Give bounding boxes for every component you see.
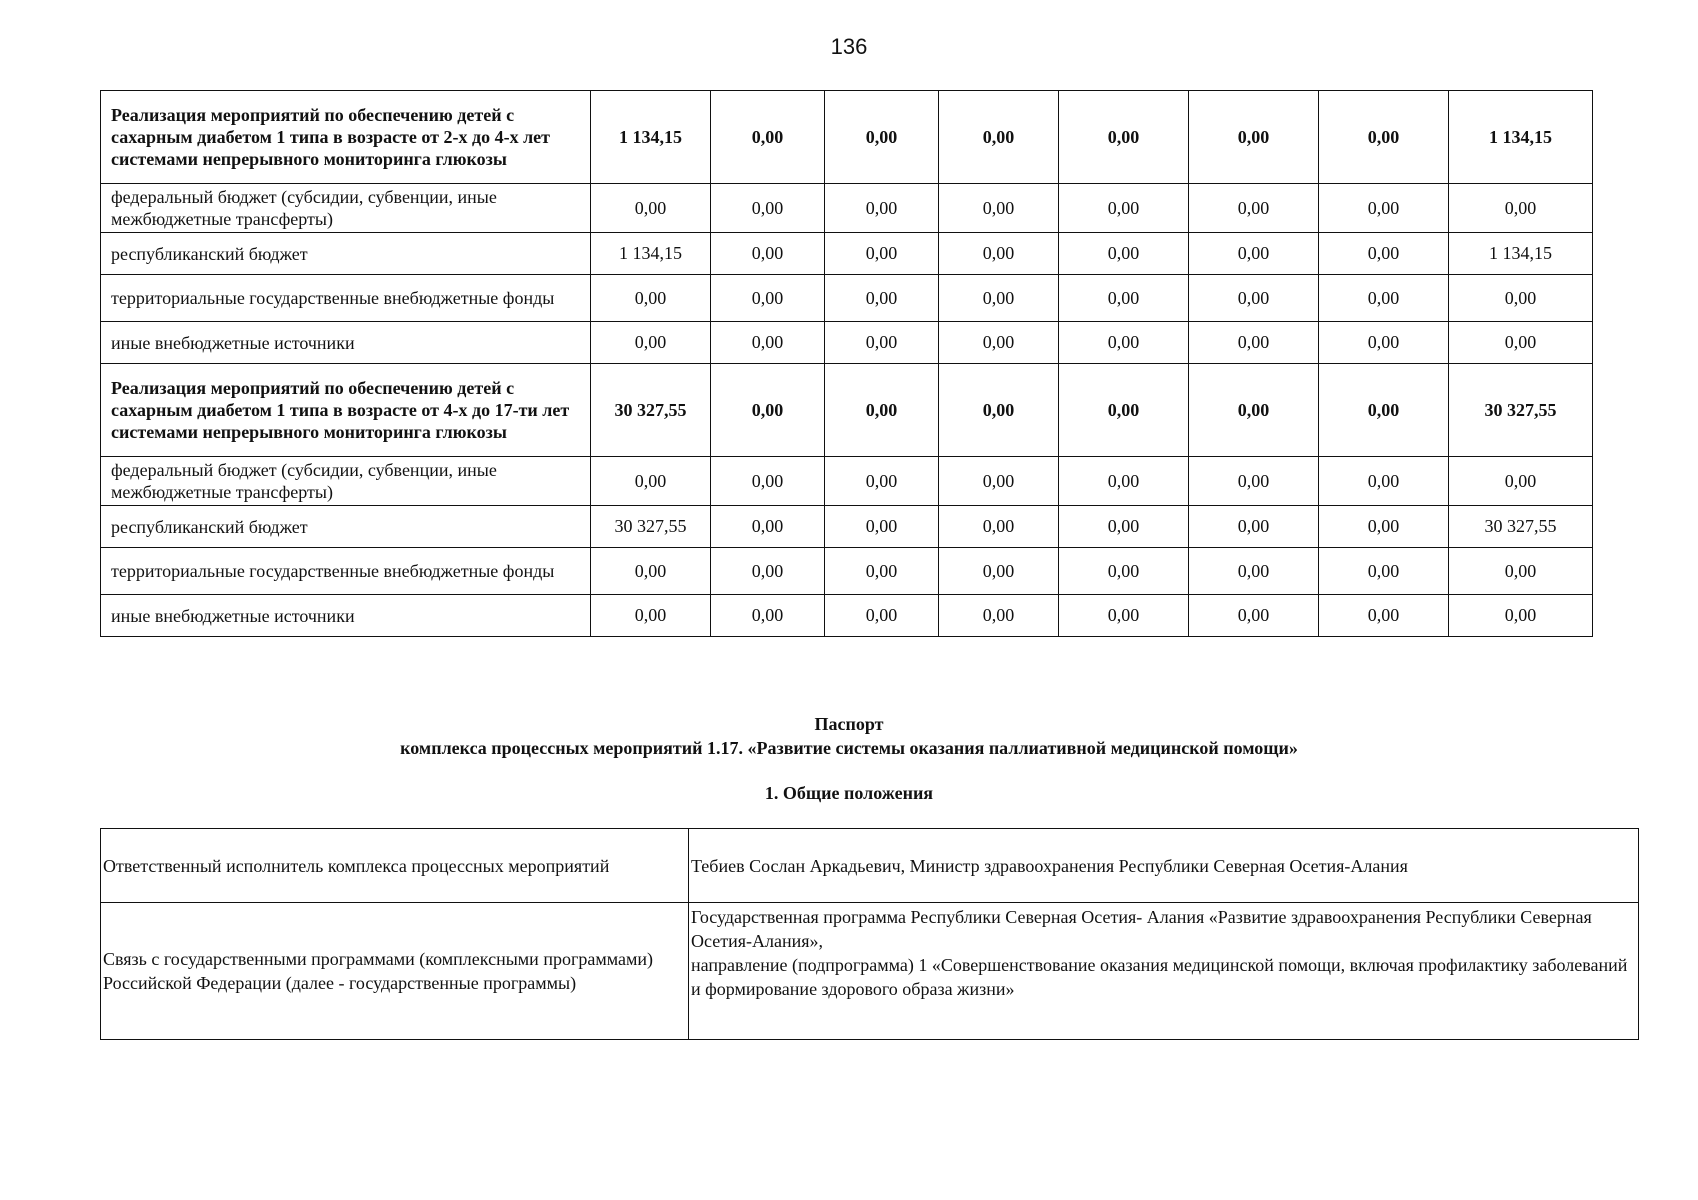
value-cell: 0,00: [711, 506, 825, 548]
table-row: [101, 829, 1639, 903]
value-cell: 30 327,55: [591, 506, 711, 548]
state-program-text: Государственная программа Республики Северная Осетия- Алания «Развитие здравоохранения Республики Северная Осетия-Алания»,: [691, 907, 1592, 951]
value-cell: 0,00: [1189, 184, 1319, 233]
row-label: федеральный бюджет (субсидии, субвенции, иные межбюджетные трансферты): [101, 184, 591, 233]
passport-title: Паспорт: [814, 714, 884, 734]
value-cell: 0,00: [1059, 364, 1189, 457]
value-cell: 0,00: [939, 506, 1059, 548]
value-cell: 0,00: [825, 233, 939, 275]
value-cell: 30 327,55: [591, 364, 711, 457]
value-cell: 0,00: [1059, 322, 1189, 364]
value-cell: 0,00: [1189, 548, 1319, 595]
value-cell: 0,00: [1189, 457, 1319, 506]
value-cell: 0,00: [711, 548, 825, 595]
value-cell: 0,00: [1319, 184, 1449, 233]
value-cell: 0,00: [1189, 506, 1319, 548]
value-cell: 0,00: [711, 364, 825, 457]
value-cell: 0,00: [939, 457, 1059, 506]
funding-source-row: [101, 233, 1593, 275]
value-cell: 0,00: [1319, 233, 1449, 275]
row-label: федеральный бюджет (субсидии, субвенции, иные межбюджетные трансферты): [101, 457, 591, 506]
value-cell: 0,00: [591, 275, 711, 322]
value-cell: 0,00: [825, 548, 939, 595]
funding-source-row: [101, 548, 1593, 595]
value-cell: 0,00: [591, 184, 711, 233]
value-cell: 0,00: [1319, 322, 1449, 364]
value-cell: 0,00: [591, 457, 711, 506]
value-cell: 0,00: [1059, 506, 1189, 548]
funding-source-row: [101, 184, 1593, 233]
value-cell: 0,00: [1189, 275, 1319, 322]
value-cell: 0,00: [825, 322, 939, 364]
value-cell: 0,00: [939, 322, 1059, 364]
value-cell: 0,00: [825, 595, 939, 637]
value-cell: 0,00: [1189, 91, 1319, 184]
value-cell: 1 134,15: [591, 91, 711, 184]
value-cell: 1 134,15: [1449, 233, 1593, 275]
value-cell: 0,00: [1059, 457, 1189, 506]
row-label: Реализация мероприятий по обеспечению детей с сахарным диабетом 1 типа в возрасте от 4-х до 17-ти лет системами непрерывного мониторинга глюкозы: [101, 364, 591, 457]
value-cell: 1 134,15: [591, 233, 711, 275]
row-label: Реализация мероприятий по обеспечению детей с сахарным диабетом 1 типа в возрасте от 2-х до 4-х лет системами непрерывного мониторинга глюкозы: [101, 91, 591, 184]
row-label: иные внебюджетные источники: [101, 322, 591, 364]
funding-table-body: [101, 91, 1593, 637]
value-cell: 30 327,55: [1449, 364, 1593, 457]
value-cell: 0,00: [939, 548, 1059, 595]
value-cell: 0,00: [711, 233, 825, 275]
table-row: [101, 903, 1639, 1040]
value-cell: 0,00: [825, 275, 939, 322]
subprogram-text: направление (подпрограмма) 1 «Совершенствование оказания медицинской помощи, включая профилактику заболеваний и формирование здорового образа жизни»: [691, 955, 1628, 999]
row-label: республиканский бюджет: [101, 506, 591, 548]
value-cell: 0,00: [1189, 322, 1319, 364]
value-cell: 0,00: [1449, 322, 1593, 364]
passport-subtitle: комплекса процессных мероприятий 1.17. «Развитие системы оказания паллиативной медицинской помощи»: [400, 738, 1298, 758]
value-cell: 0,00: [1319, 275, 1449, 322]
value-cell: 0,00: [1449, 457, 1593, 506]
value-cell: 0,00: [711, 91, 825, 184]
row-label: республиканский бюджет: [101, 233, 591, 275]
value-cell: 0,00: [1319, 91, 1449, 184]
value-cell: 0,00: [825, 457, 939, 506]
value-cell: 0,00: [1189, 364, 1319, 457]
activity-row: [101, 364, 1593, 457]
value-cell: 0,00: [1059, 275, 1189, 322]
value-cell: 0,00: [1449, 595, 1593, 637]
value-cell: 0,00: [825, 184, 939, 233]
value-cell: 0,00: [939, 91, 1059, 184]
value-cell: 0,00: [825, 506, 939, 548]
value-cell: 0,00: [1449, 184, 1593, 233]
value-cell: 0,00: [1059, 184, 1189, 233]
value-cell: 0,00: [939, 364, 1059, 457]
value-cell: 0,00: [1449, 275, 1593, 322]
value-cell: 0,00: [825, 364, 939, 457]
value-cell: 0,00: [711, 457, 825, 506]
value-cell: 0,00: [1059, 595, 1189, 637]
value-cell: 0,00: [939, 184, 1059, 233]
value-cell: 0,00: [1059, 91, 1189, 184]
value-cell: 0,00: [711, 184, 825, 233]
value-cell: 0,00: [1319, 595, 1449, 637]
value-cell: 0,00: [1059, 548, 1189, 595]
value-cell: 30 327,55: [1449, 506, 1593, 548]
row-label: территориальные государственные внебюджетные фонды: [101, 275, 591, 322]
value-cell: 0,00: [1449, 548, 1593, 595]
value-cell: 1 134,15: [1449, 91, 1593, 184]
responsible-executor-value: Тебиев Сослан Аркадьевич, Министр здравоохранения Республики Северная Осетия-Алания: [689, 829, 1639, 903]
responsible-executor-label: Ответственный исполнитель комплекса процессных мероприятий: [101, 829, 689, 903]
row-label: иные внебюджетные источники: [101, 595, 591, 637]
value-cell: 0,00: [711, 275, 825, 322]
value-cell: 0,00: [591, 322, 711, 364]
value-cell: 0,00: [591, 548, 711, 595]
funding-table: [100, 90, 1593, 637]
activity-row: [101, 91, 1593, 184]
value-cell: 0,00: [1319, 364, 1449, 457]
general-provisions-table: [100, 828, 1639, 1040]
state-programs-link-label: Связь с государственными программами (комплексными программами) Российской Федерации (далее - государственные программы): [101, 903, 689, 1040]
value-cell: 0,00: [1189, 595, 1319, 637]
value-cell: 0,00: [939, 595, 1059, 637]
state-programs-link-value: [689, 903, 1639, 1040]
section-title: 1. Общие положения: [764, 783, 934, 803]
value-cell: 0,00: [1189, 233, 1319, 275]
page-number: 136: [830, 34, 868, 59]
funding-source-row: [101, 595, 1593, 637]
value-cell: 0,00: [1319, 457, 1449, 506]
row-label: территориальные государственные внебюджетные фонды: [101, 548, 591, 595]
funding-source-row: [101, 322, 1593, 364]
value-cell: 0,00: [939, 233, 1059, 275]
value-cell: 0,00: [1319, 548, 1449, 595]
value-cell: 0,00: [1059, 233, 1189, 275]
value-cell: 0,00: [1319, 506, 1449, 548]
value-cell: 0,00: [711, 322, 825, 364]
value-cell: 0,00: [825, 91, 939, 184]
funding-source-row: [101, 457, 1593, 506]
value-cell: 0,00: [939, 275, 1059, 322]
funding-source-row: [101, 275, 1593, 322]
value-cell: 0,00: [711, 595, 825, 637]
value-cell: 0,00: [591, 595, 711, 637]
funding-source-row: [101, 506, 1593, 548]
